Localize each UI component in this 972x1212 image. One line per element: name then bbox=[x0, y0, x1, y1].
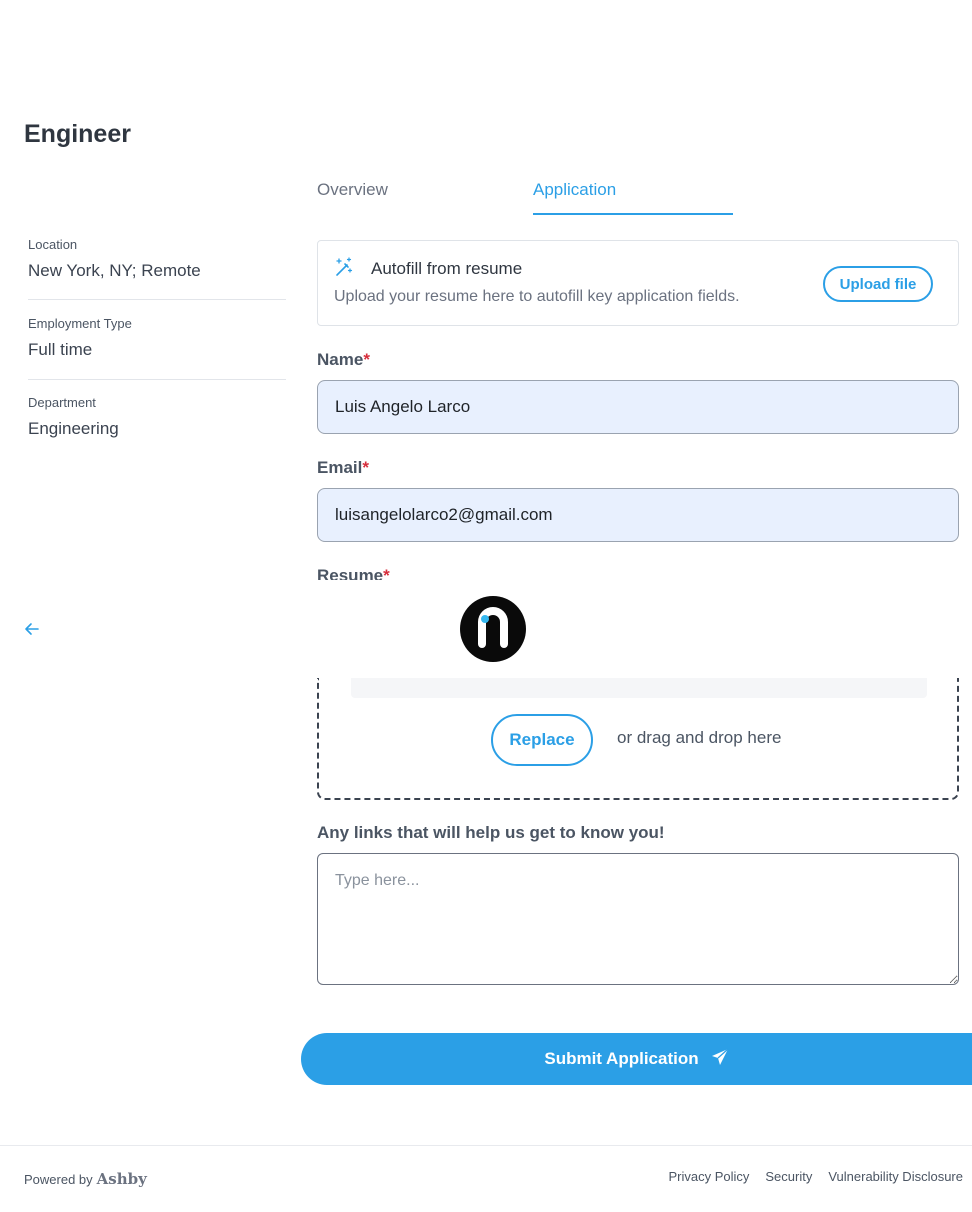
job-title: Engineer bbox=[24, 120, 131, 148]
employment-type-label: Employment Type bbox=[28, 316, 132, 331]
sidebar-divider bbox=[28, 379, 286, 380]
job-tabs bbox=[317, 176, 959, 216]
ashby-logo[interactable]: Ashby bbox=[96, 1170, 147, 1188]
vulnerability-disclosure-link[interactable]: Vulnerability Disclosure bbox=[828, 1169, 963, 1184]
tab-application[interactable]: Application bbox=[533, 180, 617, 199]
resume-label-text: Resume bbox=[317, 566, 384, 580]
department-label: Department bbox=[28, 395, 96, 410]
employment-type-section bbox=[28, 316, 286, 360]
drag-drop-hint: or drag and drop here bbox=[617, 728, 782, 747]
email-input[interactable]: luisangelolarco2@gmail.com bbox=[317, 488, 959, 542]
paper-plane-icon bbox=[711, 1048, 729, 1071]
uploaded-file-bar bbox=[351, 678, 927, 698]
privacy-policy-link[interactable]: Privacy Policy bbox=[668, 1169, 750, 1184]
resume-dropzone[interactable] bbox=[317, 678, 959, 800]
email-label bbox=[317, 458, 369, 478]
name-input[interactable]: Luis Angelo Larco bbox=[317, 380, 959, 434]
resume-label bbox=[317, 566, 390, 580]
footer-divider bbox=[0, 1145, 972, 1146]
upload-file-button[interactable]: Upload file bbox=[823, 266, 933, 302]
footer-links bbox=[668, 1169, 963, 1184]
autofill-description: Upload your resume here to autofill key application fields. bbox=[334, 288, 740, 305]
links-textarea[interactable] bbox=[317, 853, 959, 985]
active-tab-indicator bbox=[533, 213, 733, 215]
location-value: New York, NY; Remote bbox=[28, 261, 201, 280]
n-logo-icon[interactable] bbox=[460, 596, 526, 662]
security-link[interactable]: Security bbox=[765, 1169, 813, 1184]
replace-resume-button[interactable]: Replace bbox=[491, 714, 593, 766]
location-label: Location bbox=[28, 237, 78, 252]
required-marker: * bbox=[362, 458, 369, 477]
department-value: Engineering bbox=[28, 419, 119, 438]
required-marker: * bbox=[383, 566, 390, 580]
magic-wand-icon bbox=[334, 257, 354, 277]
employment-type-value: Full time bbox=[28, 340, 93, 359]
name-label-text: Name bbox=[317, 350, 364, 369]
email-label-text: Email bbox=[317, 458, 363, 477]
links-label: Any links that will help us get to know you! bbox=[317, 823, 665, 842]
submit-label: Submit Application bbox=[544, 1049, 699, 1068]
tab-overview[interactable]: Overview bbox=[317, 180, 388, 199]
location-section bbox=[28, 237, 286, 281]
sidebar-divider bbox=[28, 299, 286, 300]
autofill-title: Autofill from resume bbox=[371, 259, 523, 278]
submit-application-button[interactable] bbox=[301, 1033, 972, 1085]
powered-by-text: Powered by bbox=[24, 1172, 93, 1187]
powered-by bbox=[24, 1170, 147, 1188]
department-section bbox=[28, 395, 286, 439]
autofill-panel bbox=[317, 240, 959, 326]
required-marker: * bbox=[363, 350, 370, 369]
name-label bbox=[317, 350, 370, 370]
back-arrow-icon[interactable] bbox=[22, 620, 42, 638]
